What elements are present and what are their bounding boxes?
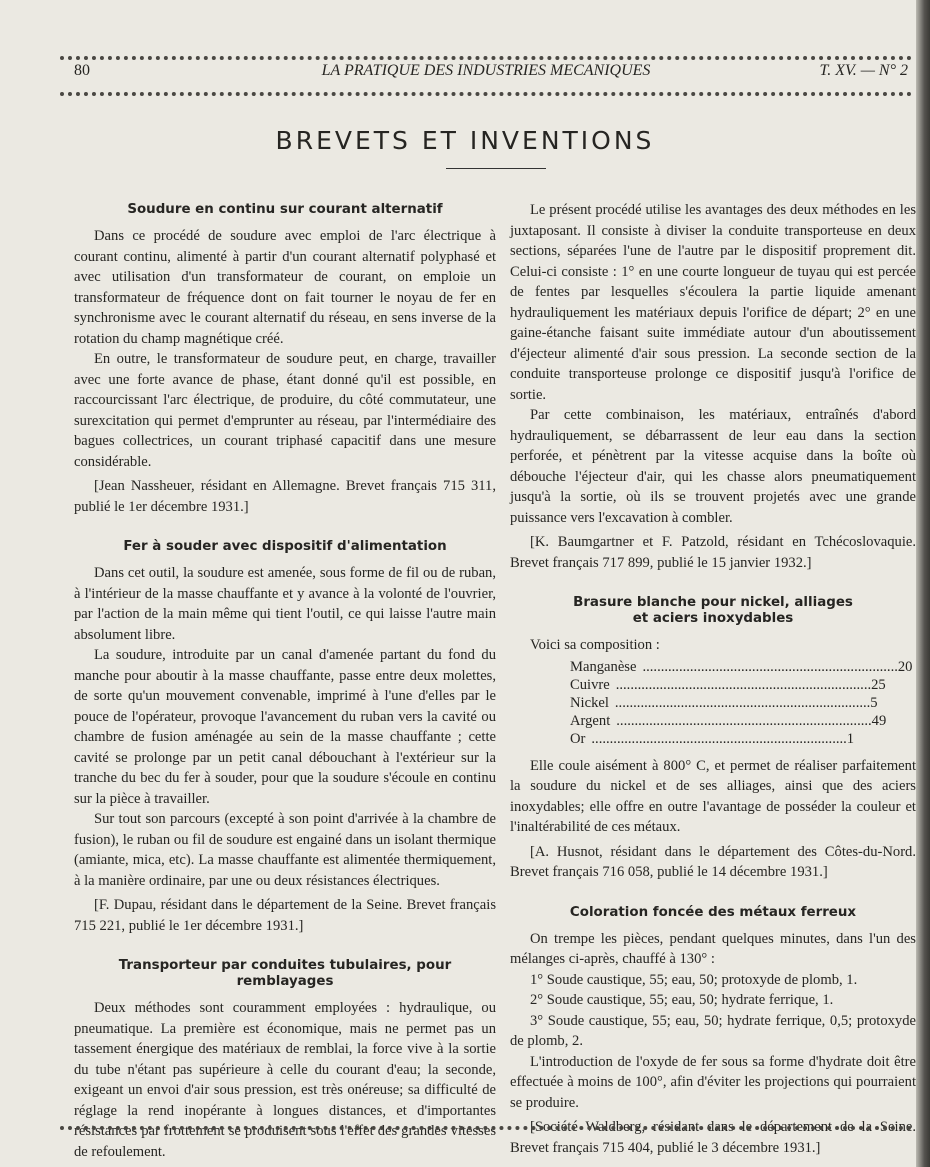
composition-element: Argent bbox=[570, 712, 611, 729]
composition-value: 49 bbox=[871, 712, 887, 729]
recipe-item: 1° Soude caustique, 55; eau, 50; protoxyde de plomb, 1. bbox=[530, 971, 858, 988]
title-underline bbox=[446, 168, 546, 169]
patent-reference: [K. Baumgartner et F. Patzold, résidant en Tchécoslovaquie. Brevet français 717 899, publié le 15 janvier 1932.] bbox=[510, 534, 916, 571]
running-header bbox=[60, 62, 912, 84]
article-paragraph: Deux méthodes sont couramment employées : hydraulique, ou pneumatique. La première est économique, mais ne permet pas un tassement énergique des matériaux de remblai, la force vive à la sortie du tube n'étant pas supérieure à celle du courant d'eau; la seconde, exigeant un envoi d'air sous pression, est très onéreuse; sa difficulté de réglage la rend inopérante à longues distances, et d'importantes résistances par frottement se produisent sous l'effet des grandes vitesses de refoulement. bbox=[74, 1000, 496, 1160]
article-paragraph: La soudure, introduite par un canal d'amenée partant du fond du manche pour aboutir à la masse chauffante, passe entre deux molettes, de sorte qu'un mouvement convenable, imprimé à l'une d'elles par le pouce de l'opérateur, provoque l'avancement du ruban vers la cavité ou chambre de fusion aménagée au sein de la masse chauffante ; cette cavité se prolonge par un petit canal débouchant à l'extérieur sur la tranche du bec du fer à souder, pour que la soudure s'écoule en continu sur la pièce à travailler. bbox=[74, 647, 496, 807]
top-dotted-rule-2 bbox=[60, 92, 912, 96]
article-title: Transporteur par conduites tubulaires, pour remblayages bbox=[118, 958, 452, 989]
article-title-line: et aciers inoxydables bbox=[632, 611, 794, 626]
composition-value: 1 bbox=[846, 730, 855, 747]
page-number: 80 bbox=[74, 62, 90, 79]
article-paragraph: On trempe les pièces, pendant quelques minutes, dans l'un des mélanges ci-après, chauffé à 130° : bbox=[510, 930, 916, 967]
top-dotted-rule-1 bbox=[60, 56, 912, 60]
composition-value: 25 bbox=[871, 676, 886, 693]
article-title bbox=[510, 595, 916, 627]
article-paragraph: Dans cet outil, la soudure est amenée, sous forme de fil ou de ruban, à l'intérieur de la masse chauffante et y avance à la volonté de l'ouvrier, par l'action de la main même qui tient l'outil, ce qui laisse l'autre main absolument libre. bbox=[74, 565, 496, 643]
bottom-dotted-rule bbox=[60, 1126, 912, 1130]
recipe-item: 3° Soude caustique, 55; eau, 50; hydrate ferrique, 0,5; protoxyde de plomb, 2. bbox=[510, 1012, 916, 1049]
page-edge-shadow bbox=[916, 0, 930, 1167]
composition-row bbox=[570, 658, 913, 676]
article-title: Coloration foncée des métaux ferreux bbox=[569, 904, 857, 920]
composition-row bbox=[570, 694, 878, 712]
recipe-item: 2° Soude caustique, 55; eau, 50; hydrate ferrique, 1. bbox=[530, 992, 834, 1008]
patent-reference: [F. Dupau, résidant dans le département de la Seine. Brevet français 715 221, publié le 1er décembre 1931.] bbox=[74, 897, 496, 934]
composition-element: Manganèse bbox=[570, 658, 637, 675]
volume-number: T. XV. — N° 2 bbox=[819, 62, 908, 79]
article-paragraph: Dans ce procédé de soudure avec emploi de l'arc électrique à courant continu, alimenté à partir d'un courant alternatif polyphasé et avec utilisation d'un transformateur de courant, on emploie un transformateur de fréquence dont on fait tourner le noyau de fer en synchronisme avec le courant alternatif du réseau, en sens inverse de la rotation du champ magnétique créé. bbox=[74, 228, 496, 347]
composition-row bbox=[570, 712, 887, 730]
article-paragraph: Sur tout son parcours (excepté à son point d'arrivée à la chambre de fusion), le ruban ou fil de soudure est engainé dans un isolant thermique (amiante, mica, etc). La masse chauffante est alimentée thermiquement, à la manière ordinaire, par une ou deux résistances électriques. bbox=[74, 811, 496, 889]
section-title: BREVETS ET INVENTIONS bbox=[275, 126, 655, 155]
left-column bbox=[74, 200, 496, 1162]
composition-row bbox=[570, 730, 855, 748]
article-paragraph: L'introduction de l'oxyde de fer sous sa forme d'hydrate doit être effectuée à moins de 100°, afin d'éviter les projections qui pourraient se produire. bbox=[510, 1053, 916, 1111]
composition-element: Nickel bbox=[570, 694, 609, 711]
article-paragraph: Elle coule aisément à 800° C, et permet de réaliser parfaitement la soudure du nickel et de ses alliages, ainsi que des aciers inoxydables; elle offre en outre l'avantage de posséder la couleur et l'inaltérabilité de ces métaux. bbox=[510, 757, 916, 835]
patent-reference: [Jean Nassheuer, résidant en Allemagne. Brevet français 715 311, publié le 1er décembre 1931.] bbox=[74, 478, 496, 515]
article-title-line: Brasure blanche pour nickel, alliages bbox=[573, 595, 853, 610]
composition-value: 20 bbox=[897, 658, 913, 675]
right-column bbox=[510, 200, 916, 1156]
composition-table bbox=[570, 658, 913, 748]
article-title: Soudure en continu sur courant alternatif bbox=[127, 202, 443, 217]
patent-reference: [Société Waldberg, résidant dans le département de la Seine. Brevet français 715 404, publié le 3 décembre 1931.] bbox=[510, 1119, 916, 1156]
article-paragraph: En outre, le transformateur de soudure peut, en charge, travailler avec une forte avance de phase, étant donné qu'il est possible, en raccourcissant l'arc électrique, de produire, du côté commutateur, une surexcitation qui permet d'emprunter au réseau, par l'intermédiaire des bagues collectrices, un courant triphasé capacitif dans une mesure considérable. bbox=[74, 351, 496, 470]
article-title: Fer à souder avec dispositif d'alimentation bbox=[123, 539, 447, 554]
article-paragraph: Voici sa composition : bbox=[530, 637, 660, 653]
article-paragraph: Par cette combinaison, les matériaux, entraînés d'abord hydrauliquement, se débarrassent de leur eau dans la section perforée, et pénètrent par la vitesse acquise dans la boîte où débouche l'éjecteur d'air, qui les chasse alors pneumatiquement jusqu'à la sortie, où ils se trouvent projetés avec une grande puissance vers l'excavation à combler. bbox=[510, 407, 916, 526]
composition-value: 5 bbox=[870, 694, 878, 711]
article-paragraph: Le présent procédé utilise les avantages des deux méthodes en les juxtaposant. Il consiste à diviser la conduite transporteuse en deux sections, séparées l'une de l'autre par le dispositif proprement dit. Celui-ci consiste : 1° en une courte longueur de tuyau qui est percée de fentes par lesquelles s'écoulera la partie liquide amenant hydrauliquement les matériaux depuis l'orifice de départ; 2° en une gaine-étanche faisant suite immédiate autour d'un aboutissement d'éjecteur alimenté d'air sous pression. La seconde section de la conduite transporteuse prolonge ce dispositif jusqu'à l'orifice de sortie. bbox=[510, 202, 916, 403]
composition-element: Or bbox=[570, 730, 586, 747]
composition-element: Cuivre bbox=[570, 676, 610, 693]
journal-title: LA PRATIQUE DES INDUSTRIES MECANIQUES bbox=[321, 62, 651, 79]
patent-reference: [A. Husnot, résidant dans le département des Côtes-du-Nord. Brevet français 716 058, publié le 14 décembre 1931.] bbox=[510, 843, 916, 880]
composition-row bbox=[570, 676, 886, 694]
